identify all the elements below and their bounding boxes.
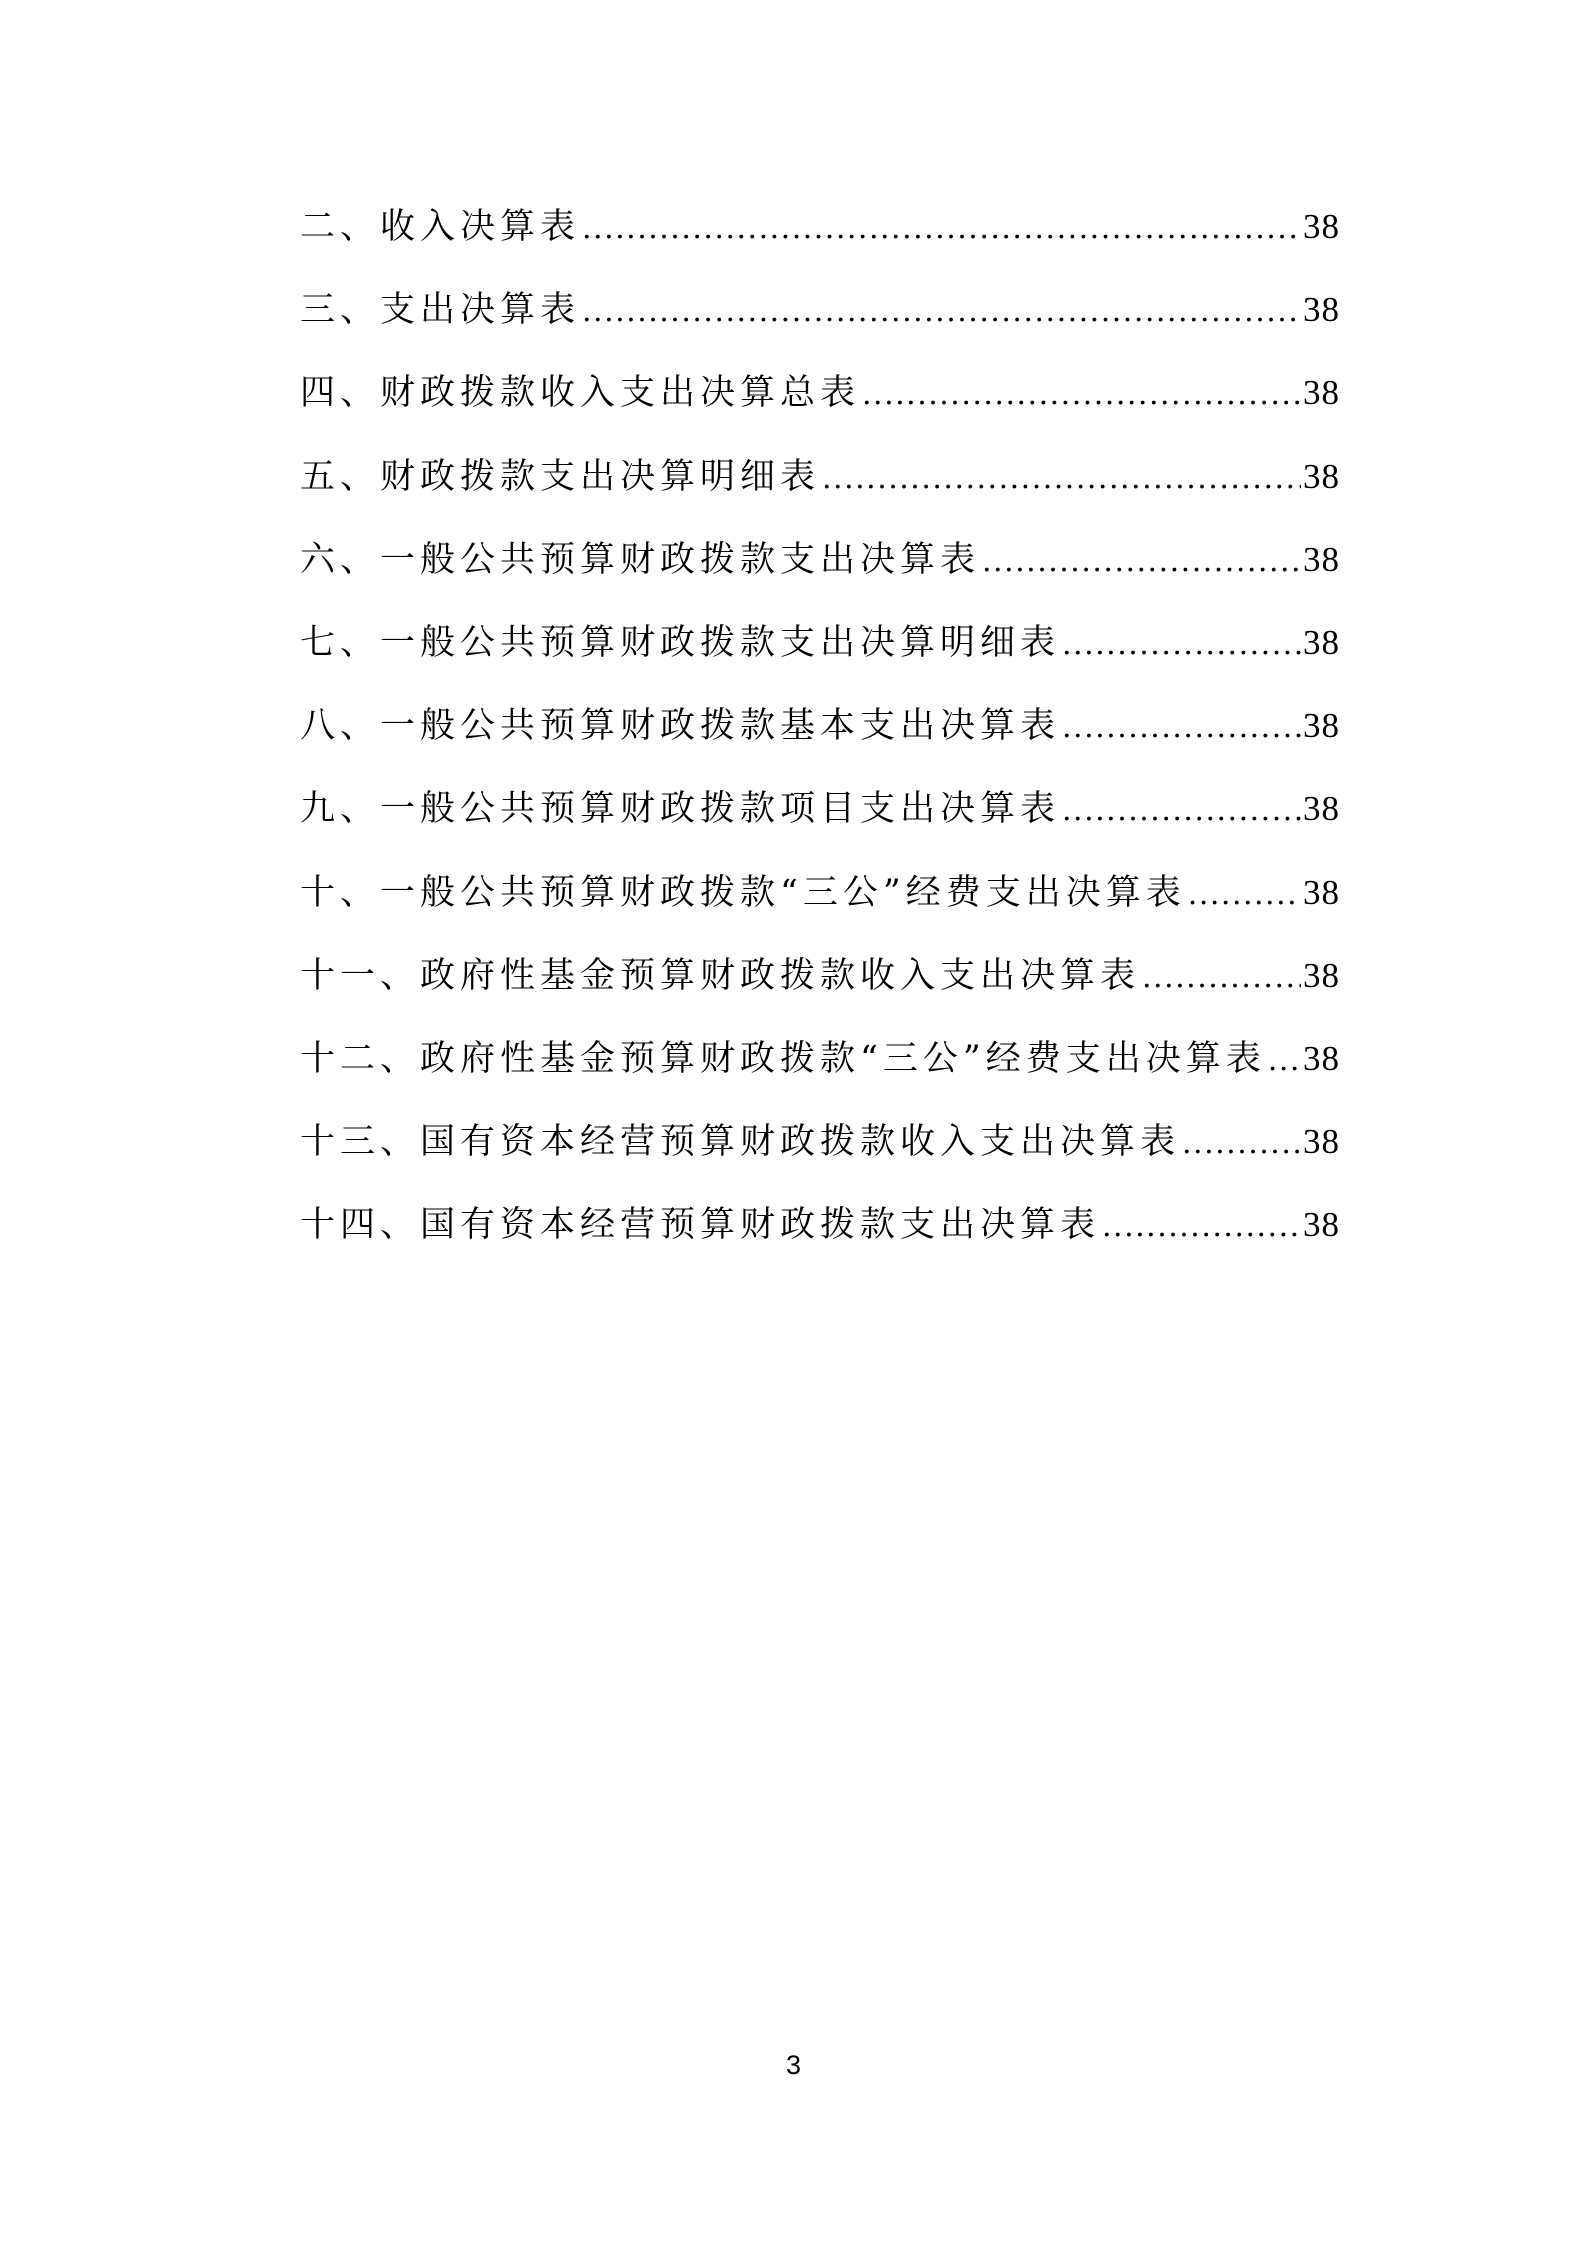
toc-dot-leader (1062, 620, 1301, 670)
toc-entry-title: 十二、政府性基金预算财政拨款“三公”经费支出决算表 (300, 1038, 1266, 1079)
toc-entry-page: 38 (1303, 456, 1340, 496)
toc-dot-leader (1142, 953, 1301, 1003)
toc-entry-title: 八、一般公共预算财政拨款基本支出决算表 (300, 706, 1061, 747)
toc-entry-title: 六、一般公共预算财政拨款支出决算表 (300, 539, 981, 580)
toc-entry-title: 二、收入决算表 (300, 207, 581, 247)
toc-entry-page: 38 (1303, 1205, 1340, 1245)
toc-entry-title: 九、一般公共预算财政拨款项目支出决算表 (300, 789, 1061, 830)
toc-entry-title: 十一、政府性基金预算财政拨款收入支出决算表 (300, 955, 1141, 996)
toc-entry-page: 38 (1303, 373, 1340, 413)
toc-entry-title: 五、财政拨款支出决算明细表 (300, 456, 821, 497)
toc-dot-leader (1102, 1202, 1301, 1252)
toc-dot-leader (982, 537, 1301, 587)
toc-entry[interactable] (300, 784, 1340, 867)
toc-entry-title: 十四、国有资本经营预算财政拨款支出决算表 (300, 1205, 1101, 1246)
toc-entry-page: 38 (1303, 539, 1340, 579)
toc-dot-leader (582, 204, 1301, 254)
toc-entry-page: 38 (1303, 622, 1340, 662)
page-number: 3 (785, 2050, 802, 2080)
toc-entry-page: 38 (1303, 1122, 1340, 1162)
toc-dot-leader (1268, 1036, 1301, 1086)
toc-entry[interactable] (300, 285, 1340, 368)
table-of-contents (300, 202, 1340, 1283)
toc-entry[interactable] (300, 1034, 1340, 1117)
toc-dot-leader (822, 454, 1301, 504)
toc-entry-page: 38 (1303, 207, 1340, 246)
toc-entry[interactable] (300, 618, 1340, 701)
toc-entry[interactable] (300, 951, 1340, 1034)
toc-entry-title: 七、一般公共预算财政拨款支出决算明细表 (300, 622, 1061, 663)
toc-entry-page: 38 (1303, 290, 1340, 330)
toc-entry[interactable] (300, 1200, 1340, 1283)
toc-entry-title: 三、支出决算表 (300, 290, 581, 331)
toc-entry[interactable] (300, 202, 1340, 285)
toc-entry-page: 38 (1303, 706, 1340, 746)
toc-entry[interactable] (300, 452, 1340, 535)
toc-entry[interactable] (300, 535, 1340, 618)
toc-entry-page: 38 (1303, 1038, 1340, 1078)
toc-entry-title: 十、一般公共预算财政拨款“三公”经费支出决算表 (300, 872, 1186, 913)
toc-dot-leader (862, 370, 1301, 420)
toc-entry-page: 38 (1303, 955, 1340, 995)
toc-entry-title: 四、财政拨款收入支出决算总表 (300, 373, 861, 414)
toc-dot-leader (1188, 870, 1301, 920)
toc-dot-leader (1182, 1119, 1301, 1169)
toc-dot-leader (1062, 786, 1301, 836)
toc-entry[interactable] (300, 368, 1340, 451)
toc-entry-page: 38 (1303, 789, 1340, 829)
toc-entry-page: 38 (1303, 872, 1340, 912)
toc-dot-leader (582, 287, 1301, 337)
toc-entry[interactable] (300, 1117, 1340, 1200)
toc-entry-title: 十三、国有资本经营预算财政拨款收入支出决算表 (300, 1122, 1181, 1163)
toc-dot-leader (1062, 703, 1301, 753)
toc-entry[interactable] (300, 701, 1340, 784)
toc-entry[interactable] (300, 868, 1340, 951)
